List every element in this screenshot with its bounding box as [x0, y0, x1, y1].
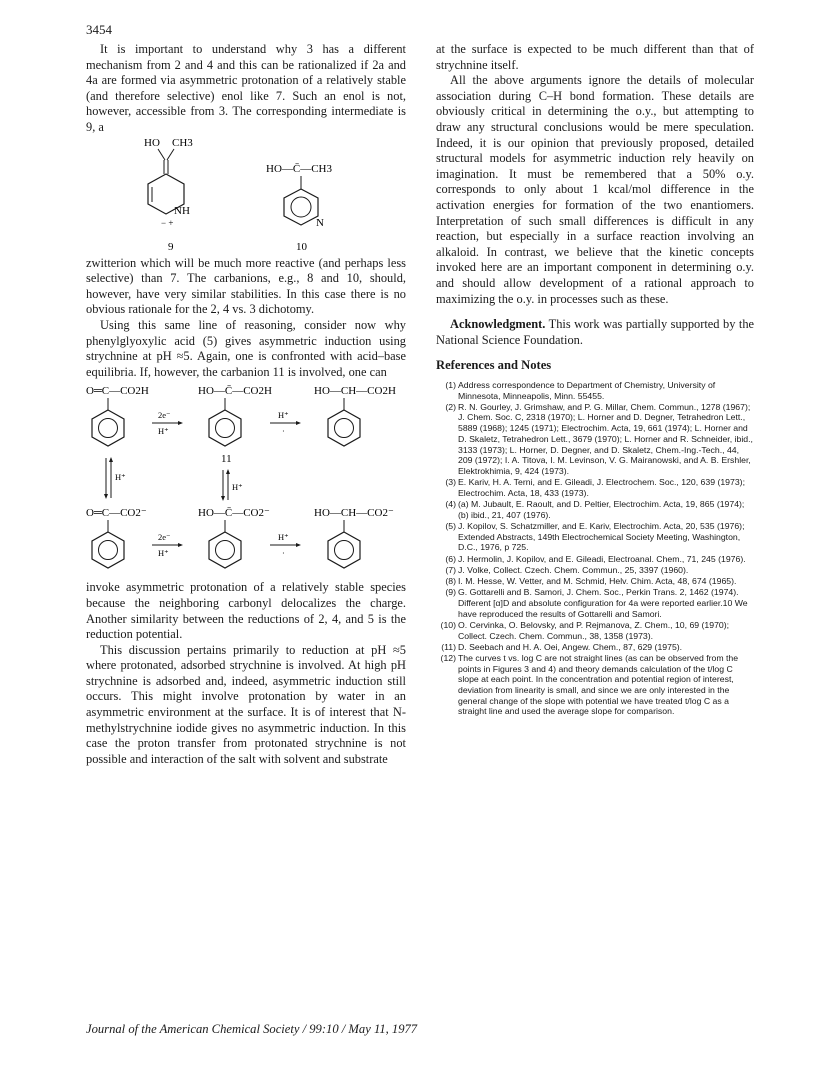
- reference-number: (2): [445, 401, 456, 412]
- reference-text: The curves t vs. log C are not straight lines (as can be observed from the points in Figures 3 and 4) and theory demands calculation of the t/log C slope at each point. In the concentration and potential region of interest, deviation from linearity is small, and since we are only interested in the general change of the slope with potential we have treated t/log C as a straight line and used the average slope for comparison.: [458, 652, 739, 717]
- reference-text: D. Seebach and H. A. Oei, Angew. Chem., 87, 629 (1975).: [458, 641, 683, 652]
- s2-r1c2: HO—C̄—CO2H: [198, 385, 272, 398]
- left-paragraph-1: It is important to understand why 3 has a different mechanism from 2 and 4 and this can be rationalized if 2a and 4a are formed via asymmetric protonation of a relatively stable (and therefore selective) enol like 7. Such an enol is not, however, accessible from 3. The corresponding intermediate is 9, a: [86, 42, 406, 134]
- reference-number: (5): [445, 521, 456, 532]
- reference-item: [436, 576, 754, 587]
- s2-aromatic: [99, 541, 118, 560]
- reference-text: J. Kopilov, S. Schatzmiller, and E. Kariv, Electrochim. Acta, 20, 535 (1976); Extended Abstracts, 149th Electrochemical Society Meeting, Washington, D.C., 1976, p 725.: [458, 521, 745, 553]
- acknowledgment-label: Acknowledgment.: [450, 317, 546, 332]
- reference-text: J. Volke, Collect. Czech. Chem. Commun., 25, 3397 (1960).: [458, 564, 689, 575]
- s2-arrow2-bottom: ·: [282, 426, 285, 437]
- reference-text: E. Kariv, H. A. Terni, and E. Gileadi, J. Electrochem. Soc., 120, 639 (1973); Electrochim. Acta, 18, 433 (1973).: [458, 477, 745, 498]
- reference-text: (a) M. Jubault, E. Raoult, and D. Peltier, Electrochim. Acta, 19, 865 (1974); (b) ibid., 21, 407 (1976).: [458, 499, 745, 520]
- s2-ring: [92, 532, 124, 568]
- s2-arrow4-top: H⁺: [278, 532, 289, 543]
- s10-ring: [284, 189, 318, 225]
- s9-charges: − +: [161, 217, 174, 228]
- s2-ring: [328, 532, 360, 568]
- s2-arrow4-head: [296, 543, 301, 547]
- left-paragraph-3: Using this same line of reasoning, consider now why phenylglyoxylic acid (5) gives asymmetric induction using strychnine at pH ≈5. Again, one is confronted with acid–base equilibria. If, however, the carbanion 11 is involved, one can: [86, 317, 406, 379]
- journal-footer: Journal of the American Chemical Society / 99:10 / May 11, 1977: [86, 1022, 418, 1036]
- s10-n-text: N: [316, 216, 324, 229]
- s2-aromatic: [216, 541, 235, 560]
- s2-ring: [209, 532, 241, 568]
- s2-arrow1-head: [178, 421, 183, 425]
- reference-number: (11): [441, 641, 456, 652]
- reference-item: [436, 499, 754, 520]
- left-paragraph-4: invoke asymmetric protonation of a relatively stable species because the neighboring carbonyl delocalizes the charge. Another similarity between the reductions of 2, 4, and 5 is the reduction potential.: [86, 580, 406, 642]
- s2-aromatic: [335, 419, 354, 438]
- s2-ring: [92, 410, 124, 446]
- reference-text: I. M. Hesse, W. Vetter, and M. Schmid, Helv. Chim. Acta, 48, 674 (1965).: [458, 576, 737, 587]
- reference-text: O. Cervinka, O. Belovsky, and P. Rejmanova, Z. Chem., 10, 69 (1970); Collect. Czech. Chem. Commun., 38, 1358 (1973).: [458, 619, 730, 641]
- reference-item: [436, 554, 754, 565]
- s2-r1c3: HO—CH—CO2H: [314, 385, 396, 398]
- scheme-1-svg: [86, 136, 406, 256]
- scheme-phenylglyoxylic: [86, 380, 406, 580]
- s9-nh-text: NH: [174, 204, 190, 217]
- right-paragraph-2: All the above arguments ignore the details of molecular association during C–H bond formation. These details are obviously critical in determining the o.y., but attempting to draw any structural conclusions would be mere speculation. Indeed, it is our opinion that previously proposed, detailed structural models for asymmetric induction rely heavily on imagination. It must be remembered that a 50% o.y. corresponds to only about 1 kcal/mol difference in the activation energies for formation of the two enantiomers. Interpretation of such small differences is difficult in any reaction, but especially in a surface reaction involving an alkaloid. In contrast, we believe that the kinetic concepts invoked here are an important component in determining o.y. and should allow development of a rational approach to maximizing the o.y. in processes such as these.: [436, 73, 754, 306]
- s2-arrow1-top: 2e⁻: [158, 410, 171, 421]
- s9-ch3-text: CH3: [172, 136, 193, 149]
- reference-item: [436, 565, 754, 576]
- s2-r2c3: HO—CH—CO2⁻: [314, 507, 394, 520]
- reference-item: [436, 521, 754, 553]
- scheme-2-svg: [86, 380, 416, 580]
- acknowledgment-text: This work was partially supported by the National Science Foundation.: [436, 317, 755, 347]
- label-11: 11: [221, 453, 232, 466]
- page-number: 3454: [86, 22, 112, 37]
- s2-vert-head: [221, 496, 225, 501]
- reference-number: (7): [445, 564, 456, 575]
- left-paragraph-2: zwitterion which will be much more reactive (and perhaps less selective) than 7. The carbanions, e.g., 8 and 10, should, however, have very similar stabilities. In this case there is no obvious rationale for the 2, 4 vs. 3 dichotomy.: [86, 255, 406, 317]
- s2-ring: [328, 410, 360, 446]
- scheme-structures-9-10: [86, 136, 406, 256]
- reference-item: [436, 477, 754, 498]
- s2-r2c2: HO—C̄—CO2⁻: [198, 507, 270, 520]
- s2-arrow3-top: 2e⁻: [158, 532, 171, 543]
- reference-number: (9): [445, 587, 456, 598]
- s2-aromatic: [335, 541, 354, 560]
- reference-item: [436, 642, 754, 653]
- reference-item: [436, 380, 754, 401]
- s2-r2c1: O═C—CO2⁻: [86, 507, 147, 520]
- label-10: 10: [296, 240, 307, 253]
- s2-vert-head: [104, 494, 108, 499]
- right-paragraph-1: at the surface is expected to be much different than that of strychnine itself.: [436, 42, 754, 72]
- s2-vert-h-2: H⁺: [232, 482, 243, 493]
- reference-text: G. Gottarelli and B. Samori, J. Chem. Soc., Perkin Trans. 2, 1462 (1974). Different [α]D and absolute configuration for 4a were reported earlier.10 We have reproduced the results of Gottarelli and Samori.: [458, 587, 748, 619]
- reference-item: [436, 620, 754, 641]
- s2-aromatic: [99, 419, 118, 438]
- reference-text: R. N. Gourley, J. Grimshaw, and P. G. Millar, Chem. Commun., 1278 (1967); J. Chem. Soc. C, 2318 (1970); L. Horner and D. Degner, Tetrahedron Lett., 5889 (1968); 1245 (1971); Electrochim. Acta, 19, 661 (1974); L. Horner and D. Skaletz, Tetrahedron Lett., 3679 (1970); L. Horner and R. Schneider, ibid., 3133 (1973); L. Horner, D. Degner, and D. Skaletz, Chem.-Ing.-Tech., 44, 209 (1972); I. A. Titova, I. M. Levinson, V. G. Mairanowski, and A. B. Ershler, Elektrokhimia, 9, 424 (1973).: [458, 401, 753, 476]
- reference-text: J. Hermolin, J. Kopilov, and E. Gileadi, Electroanal. Chem., 71, 245 (1976).: [458, 553, 746, 564]
- s2-aromatic: [216, 419, 235, 438]
- reference-number: (10): [440, 619, 456, 630]
- s9-ho-text: HO: [144, 136, 160, 149]
- reference-number: (12): [440, 652, 456, 663]
- s2-arrow4-bottom: ·: [282, 548, 285, 559]
- left-column: [86, 42, 406, 767]
- references-list: [436, 380, 754, 717]
- reference-item: [436, 587, 754, 619]
- s2-r1c1: O═C—CO2H: [86, 385, 149, 398]
- reference-item: [436, 402, 754, 477]
- s2-arrow3-head: [178, 543, 183, 547]
- reference-number: (8): [445, 576, 456, 587]
- s2-arrow2-top: H⁺: [278, 410, 289, 421]
- reference-number: (1): [445, 379, 456, 390]
- left-paragraph-5: This discussion pertains primarily to reduction at pH ≈5 where protonated, adsorbed strychnine is involved. At high pH strychnine is adsorbed and, indeed, asymmetric induction still occurs. This might involve protonation by water in an asymmetric environment at the surface. It is of interest that N-methylstrychnine iodide gives no asymmetric induction. In this case the proton transfer from protonated strychnine is not possible and interaction of the salt with solvent and substrate: [86, 642, 406, 766]
- s2-vert-head: [109, 457, 113, 462]
- s2-arrow3-bottom: H⁺: [158, 548, 169, 559]
- acknowledgment: [436, 317, 754, 348]
- s2-ring: [209, 410, 241, 446]
- reference-item: [436, 653, 754, 717]
- s9-bond: [158, 149, 165, 160]
- references-heading: References and Notes: [436, 358, 552, 373]
- reference-number: (6): [445, 553, 456, 564]
- right-column: [436, 42, 754, 718]
- s2-arrow1-bottom: H⁺: [158, 426, 169, 437]
- s2-vert-h-1: H⁺: [115, 472, 126, 483]
- s2-arrow2-head: [296, 421, 301, 425]
- s10-aromatic-circle: [291, 197, 311, 217]
- reference-number: (4): [445, 499, 456, 510]
- s2-vert-head: [226, 469, 230, 474]
- reference-number: (3): [445, 477, 456, 488]
- label-9: 9: [168, 240, 174, 253]
- s10-formula: HO—C̄—CH3: [266, 162, 333, 175]
- s9-bond: [167, 149, 174, 160]
- reference-text: Address correspondence to Department of Chemistry, University of Minnesota, Minneapolis, Minn. 55455.: [458, 379, 716, 401]
